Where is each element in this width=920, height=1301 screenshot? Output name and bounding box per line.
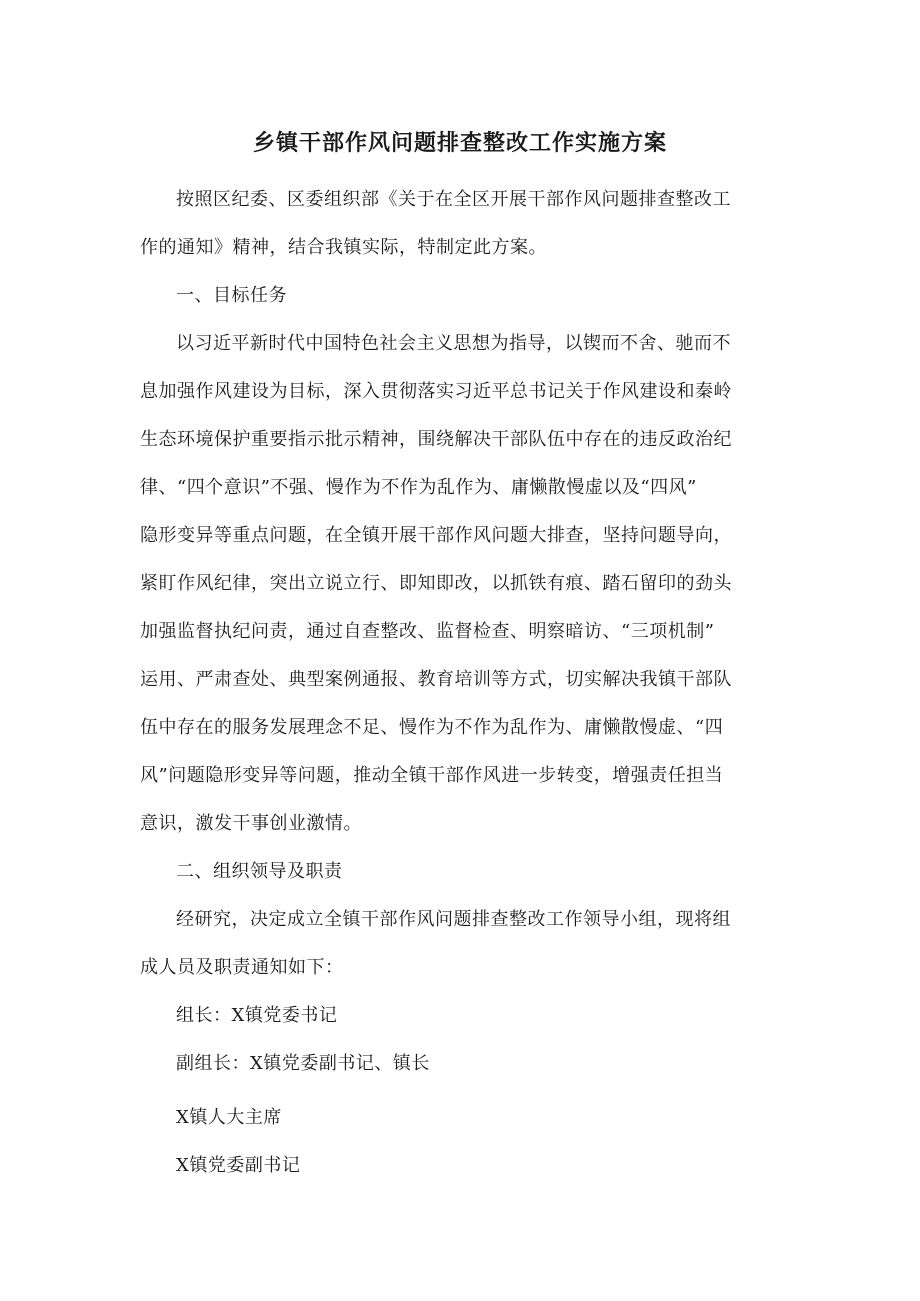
member-line: X镇人大主席 (176, 1107, 282, 1128)
deputy-leader-line: 副组长：X镇党委副书记、镇长 (176, 1053, 430, 1074)
paragraph-line: 经研究，决定成立全镇干部作风问题排查整改工作领导小组，现将组 (176, 909, 731, 930)
paragraph-line: 按照区纪委、区委组织部《关于在全区开展干部作风问题排查整改工 (176, 189, 731, 210)
document-title: 乡镇干部作风问题排查整改工作实施方案 (252, 131, 667, 156)
leader-line: 组长：X镇党委书记 (176, 1005, 338, 1026)
paragraph-line: 以习近平新时代中国特色社会主义思想为指导，以锲而不舍、驰而不 (176, 333, 731, 354)
paragraph-line: 紧盯作风纪律，突出立说立行、即知即改，以抓铁有痕、踏石留印的劲头 (140, 573, 732, 594)
paragraph-line: 律、“四个意识”不强、慢作为不作为乱作为、庸懒散慢虚以及“四风” (140, 477, 697, 498)
intro-paragraph (140, 176, 782, 272)
paragraph-line: 成人员及职责通知如下： (140, 957, 344, 978)
paragraph-line: 生态环境保护重要指示批示精神，围绕解决干部队伍中存在的违反政治纪 (140, 429, 732, 450)
paragraph-line: 加强监督执纪问责，通过自查整改、监督检查、明察暗访、“三项机制” (140, 621, 715, 642)
paragraph-line: 作的通知》精神，结合我镇实际，特制定此方案。 (140, 237, 547, 258)
paragraph-line: 意识，激发干事创业激情。 (140, 813, 362, 834)
paragraph-line: 隐形变异等重点问题，在全镇开展干部作风问题大排查，坚持问题导向， (140, 525, 732, 546)
goals-paragraph (140, 320, 782, 848)
paragraph-line: 运用、严肃查处、典型案例通报、教育培训等方式，切实解决我镇干部队 (140, 669, 732, 690)
section-heading-organization: 二、组织领导及职责 (176, 861, 343, 882)
section-heading-goals: 一、目标任务 (176, 285, 287, 306)
paragraph-line: 息加强作风建设为目标，深入贯彻落实习近平总书记关于作风建设和秦岭 (140, 381, 732, 402)
document-body (140, 176, 782, 1190)
organization-paragraph (140, 896, 782, 992)
member-line: X镇党委副书记 (176, 1155, 301, 1176)
paragraph-line: 伍中存在的服务发展理念不足、慢作为不作为乱作为、庸懒散慢虚、“四 (140, 717, 724, 738)
paragraph-line: 风”问题隐形变异等问题，推动全镇干部作风进一步转变，增强责任担当 (140, 765, 724, 786)
